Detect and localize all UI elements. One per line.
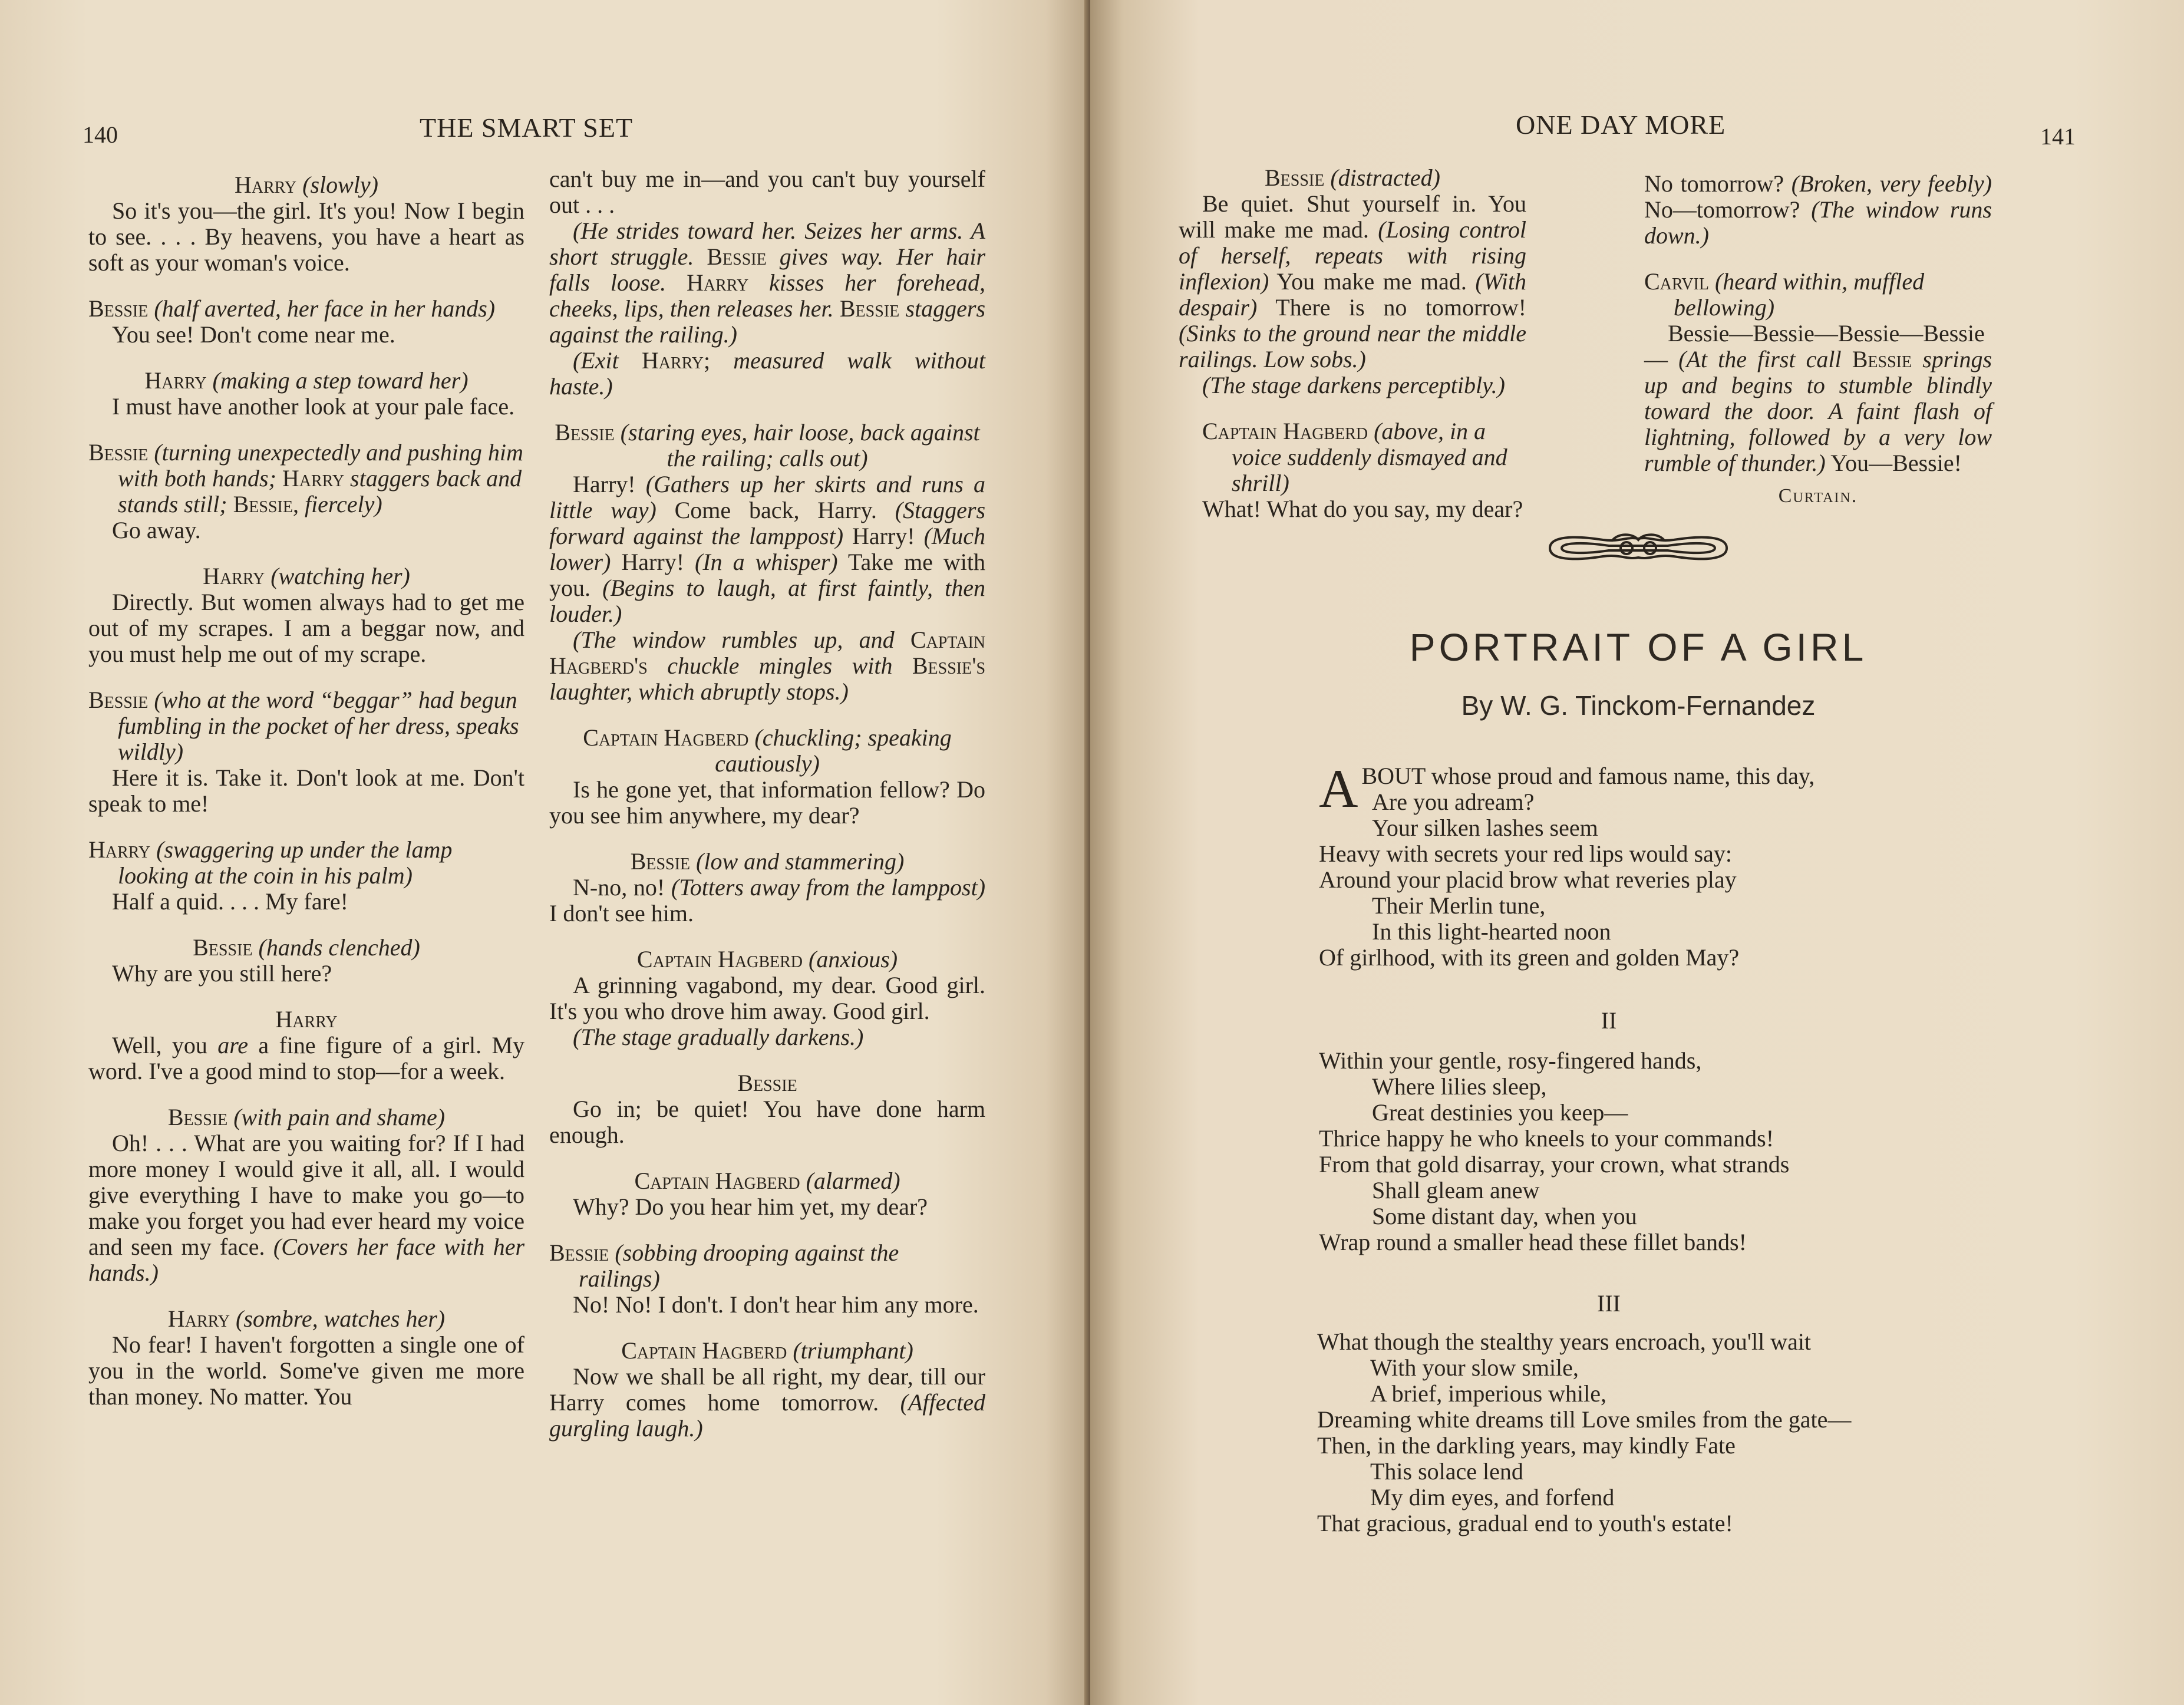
stage-direction: (With despair): [1179, 268, 1527, 321]
stage-direction-block: [549, 218, 985, 348]
dialogue: Directly. But women always had to get me out of my scrapes. I am a beggar now, and you must help me out of my scrape.: [88, 589, 524, 667]
speaker-line: [88, 687, 524, 765]
dialogue: Half a quid. . . . My fare!: [112, 888, 348, 915]
stage-direction-block: (The stage gradually darkens.): [573, 1024, 864, 1050]
stage-text: (The window rumbles up, and: [573, 626, 895, 653]
stage-text: gives way. Her hair falls loose.: [549, 243, 986, 296]
speaker-line: [549, 1338, 985, 1364]
stage-direction: (Broken, very feebly): [1791, 170, 1992, 197]
speaker-line: [1179, 418, 1526, 496]
dialogue-text: Be quiet. Shut yourself in. You will make me mad.: [1179, 190, 1526, 243]
poem-line: With your slow smile,: [1370, 1354, 1579, 1381]
poem-byline: By W. G. Tinckom-Fernandez: [1461, 690, 1816, 721]
stage-direction: (distracted): [1330, 164, 1440, 191]
speaker-line: [88, 368, 524, 394]
dialogue-text: Harry!: [573, 471, 636, 497]
right-column-1: [1179, 147, 1526, 522]
stage-text: staggers against the railing.): [549, 295, 986, 348]
speaker-line: [549, 947, 985, 972]
dialogue: [549, 875, 985, 926]
speaker-line: [88, 563, 524, 589]
poem-line: From that gold disarray, your crown, what strands: [1319, 1151, 1790, 1178]
dialogue: [88, 1033, 524, 1084]
stage-direction: (Losing control of herself, repeats with rising inflexion): [1179, 216, 1526, 295]
speaker-name: Harry: [167, 1305, 230, 1332]
speaker-line: [88, 1007, 524, 1033]
stage-direction: (hands clenched): [258, 934, 420, 961]
poem-line: Around your placid brow what reveries play: [1319, 866, 1737, 893]
dialogue: Go in; be quiet! You have done harm enough.: [549, 1096, 985, 1148]
speaker-name: Bessie: [88, 439, 149, 466]
stage-direction: (with pain and shame): [233, 1104, 446, 1130]
dialogue-text: No tomorrow?: [1644, 170, 1784, 197]
stage-direction: (Begins to laugh, at first faintly, then louder.): [549, 575, 986, 627]
dialogue-text: No—tomorrow?: [1644, 196, 1800, 223]
dialogue: No! No! I don't. I don't hear him any more.: [573, 1291, 979, 1318]
dialogue: [1644, 321, 1992, 476]
stage-direction: (slowly): [302, 172, 378, 198]
stage-direction: (anxious): [809, 946, 898, 972]
page-number-left: 140: [83, 121, 118, 148]
poem-line: This solace lend: [1370, 1458, 1523, 1485]
speaker-name: Captain Hagberd: [636, 946, 803, 972]
left-column-1: [88, 154, 524, 1410]
page-number-right: 141: [2040, 123, 2076, 150]
stage-direction: (Covers her face with her hands.): [88, 1234, 525, 1286]
stage-text: kisses her forehead, cheeks, lips, then releases her.: [549, 269, 986, 322]
stage-direction: (swaggering up under the lamp looking at the coin in his palm): [118, 836, 453, 889]
dialogue: I must have another look at your pale face.: [112, 393, 515, 420]
speaker-name: Bessie: [167, 1104, 228, 1130]
speaker-line: [549, 1168, 985, 1194]
dialogue-text: Harry!: [621, 549, 685, 575]
dialogue: Is he gone yet, that information fellow? Do you see him anywhere, my dear?: [549, 776, 985, 829]
speaker-name: Bessie's: [912, 652, 986, 679]
speaker-name: Bessie: [1852, 346, 1912, 372]
drop-cap: A: [1319, 758, 1358, 819]
dialogue-text: Bessie—Bessie—Bessie—Bessie—: [1644, 320, 1985, 372]
speaker-line: [88, 296, 524, 322]
dialogue: Go away.: [112, 517, 201, 543]
stage-direction: (alarmed): [806, 1168, 900, 1194]
speaker-name: Bessie: [193, 934, 253, 961]
poem-line: Their Merlin tune,: [1372, 892, 1546, 919]
speaker-line: [88, 1104, 524, 1130]
running-header-right: ONE DAY MORE: [1516, 110, 1726, 140]
stage-direction: (turning unexpectedly and pushing him with both hands;: [118, 439, 523, 492]
dialogue-text: You—Bessie!: [1830, 450, 1962, 476]
poem-line-text: BOUT whose proud and famous name, this day,: [1361, 763, 1815, 789]
stage-direction: (heard within, muffled bellowing): [1674, 268, 1925, 321]
speaker-name: Bessie: [630, 848, 691, 875]
dialogue: [88, 1130, 524, 1286]
speaker-name: Bessie,: [233, 491, 299, 517]
stage-direction: (At the first call: [1678, 346, 1842, 372]
speaker-line: [549, 849, 985, 875]
speaker-name: Harry: [687, 269, 749, 296]
speaker-name: Bessie: [555, 419, 615, 446]
stage-direction: (Totters away from the lamppost): [671, 874, 986, 901]
speaker-line: [88, 172, 524, 198]
right-column-2: [1644, 171, 1992, 509]
stage-text: (He strides toward her. Seizes her arms. A short struggle.: [549, 217, 985, 270]
dialogue: No fear! I haven't forgotten a single one of you in the world. Some've given me more than money. No matter. You: [88, 1331, 524, 1410]
ornament-divider: [1538, 525, 1738, 572]
stage-direction: (half averted, her face in her hands): [154, 295, 496, 322]
poem-line: Dreaming white dreams till Love smiles from the gate—: [1317, 1406, 1852, 1433]
dialogue: What! What do you say, my dear?: [1202, 496, 1523, 522]
stage-text: measured walk without haste.): [549, 347, 986, 400]
poem-stanza-3: [1317, 1329, 1965, 1536]
speaker-line: [88, 935, 524, 961]
stage-direction: (The window runs down.): [1644, 196, 1992, 249]
stage-direction: (sobbing drooping against the railings): [579, 1239, 899, 1292]
stage-direction-block: [549, 348, 985, 400]
stage-text: (Exit: [573, 347, 619, 374]
speaker-line: [549, 420, 985, 471]
poem-line: Then, in the darkling years, may kindly Fate: [1317, 1432, 1736, 1459]
dialogue: Here it is. Take it. Don't look at me. Don't speak to me!: [88, 764, 524, 817]
stanza-number: II: [1601, 1007, 1617, 1034]
stage-direction: (Sinks to the ground near the middle railings. Low sobs.): [1179, 320, 1526, 372]
dialogue-text: Well, you: [112, 1032, 207, 1058]
speaker-name: Bessie: [737, 1070, 797, 1096]
poem-line: Wrap round a smaller head these fillet bands!: [1319, 1229, 1747, 1255]
speaker-name: Bessie: [549, 1239, 609, 1266]
stage-direction: (Affected gurgling laugh.): [549, 1389, 986, 1442]
stage-direction: springs up and begins to stumble blindly toward the door. A faint flash of lightning, followed by a very low rumble of thunder.): [1644, 346, 1992, 476]
emphasis: are: [217, 1032, 249, 1058]
dialogue-text: Harry!: [852, 523, 915, 549]
stage-direction: (low and stammering): [696, 848, 905, 875]
dialogue: So it's you—the girl. It's you! Now I begin to see. . . . By heavens, you have a heart as soft as your woman's voice.: [88, 197, 524, 276]
dialogue: [549, 471, 985, 627]
speaker-line: [549, 725, 985, 777]
poem-line: Where lilies sleep,: [1372, 1073, 1547, 1100]
dialogue-text: a fine figure of a girl. My word. I've a good mind to stop—for a week.: [88, 1032, 525, 1084]
dialogue-text: N-no, no!: [573, 874, 665, 901]
poem-line: Shall gleam anew: [1372, 1177, 1540, 1203]
stage-direction: (In a whisper): [695, 549, 838, 575]
dialogue: You see! Don't come near me.: [112, 321, 395, 348]
speaker-line: [88, 1306, 524, 1332]
speaker-name: Bessie: [839, 295, 900, 322]
stage-direction: (above, in a voice suddenly dismayed and shrill): [1232, 418, 1507, 496]
speaker-name: Harry: [203, 563, 265, 589]
speaker-name: Carvil: [1644, 268, 1709, 295]
stage-direction: (triumphant): [793, 1337, 913, 1364]
dialogue: A grinning vagabond, my dear. Good girl. It's you who drove him away. Good girl.: [549, 972, 985, 1024]
speaker-name: Harry: [275, 1006, 338, 1033]
speaker-name: Bessie: [88, 295, 149, 322]
poem-line: Some distant day, when you: [1372, 1203, 1637, 1229]
stage-direction: (sombre, watches her): [236, 1305, 446, 1332]
poem-stanza-1: [1319, 758, 1967, 971]
poem-line: In this light-hearted noon: [1372, 918, 1611, 945]
dialogue-text: I don't see him.: [549, 900, 694, 926]
poem-line: Are you adream?: [1372, 789, 1535, 815]
poem-line: That gracious, gradual end to youth's estate!: [1317, 1510, 1733, 1536]
dialogue: [549, 1364, 985, 1442]
stage-direction: (Much lower): [549, 523, 986, 575]
dialogue-text: Oh! . . . What are you waiting for? If I had more money I would give it all, all. I would give everything I have to make you go—to make you forget you had ever heard my voice and seen my face.: [88, 1130, 524, 1260]
dialogue-text: Come back, Harry.: [674, 497, 877, 523]
curtain-label: Curtain.: [1778, 485, 1858, 507]
dialogue: can't buy me in—and you can't buy yourself out . . .: [549, 166, 985, 218]
speaker-line: [1644, 269, 1992, 321]
poem-line: What though the stealthy years encroach, you'll wait: [1317, 1328, 1812, 1355]
speaker-name: Bessie: [88, 687, 149, 713]
dialogue-text: There is no tomorrow!: [1275, 294, 1526, 321]
speaker-line: [88, 440, 524, 517]
stage-direction-block: (The stage darkens perceptibly.): [1202, 372, 1505, 398]
stage-direction: (staring eyes, hair loose, back against the railing; calls out): [620, 419, 980, 471]
running-header-left: THE SMART SET: [420, 113, 634, 143]
speaker-name: Harry: [144, 367, 207, 394]
speaker-name: Bessie: [707, 243, 767, 270]
stage-text: chuckle mingles with: [667, 652, 893, 679]
speaker-name: Captain Hagberd: [621, 1337, 787, 1364]
stage-text: laughter, which abruptly stops.): [549, 678, 849, 705]
speaker-line: [549, 1240, 985, 1292]
speaker-name: Harry: [88, 836, 151, 863]
stage-direction: fiercely): [304, 491, 382, 517]
speaker-line: [549, 1070, 985, 1096]
poem-title: PORTRAIT OF A GIRL: [1409, 625, 1868, 669]
stage-direction: (who at the word “beggar” had begun fumbling in the pocket of her dress, speaks wildly): [118, 687, 519, 765]
speaker-name: Captain Hagberd: [583, 724, 749, 751]
speaker-line: [1179, 165, 1526, 191]
poem-line: Great destinies you keep—: [1372, 1099, 1628, 1126]
poem-line: Within your gentle, rosy-fingered hands,: [1319, 1047, 1702, 1074]
speaker-name: Harry: [234, 172, 297, 198]
speaker-line: [88, 837, 524, 889]
left-page: [0, 0, 1089, 1705]
poem-line: Heavy with secrets your red lips would say:: [1319, 840, 1732, 867]
speaker-name: Captain Hagberd's: [549, 626, 986, 679]
dialogue: Why? Do you hear him yet, my dear?: [573, 1193, 928, 1220]
poem-line: A brief, imperious while,: [1370, 1380, 1607, 1407]
speaker-name: Harry;: [641, 347, 711, 374]
stage-direction: (watching her): [270, 563, 410, 589]
poem-stanza-2: [1319, 1048, 1967, 1255]
stage-direction: (chuckling; speaking cautiously): [715, 724, 952, 777]
dialogue: Why are you still here?: [112, 960, 332, 987]
dialogue-text: Take me with you.: [549, 549, 985, 601]
poem-line: Thrice happy he who kneels to your commands!: [1319, 1125, 1774, 1152]
stage-direction-block: [549, 627, 985, 705]
speaker-name: Harry: [282, 465, 345, 492]
stage-direction: (Gathers up her skirts and runs a little way): [549, 471, 986, 523]
right-page: [1090, 0, 2184, 1705]
speaker-name: Captain Hagberd: [1202, 418, 1368, 444]
dialogue: [1644, 171, 1992, 249]
stanza-number: III: [1597, 1290, 1621, 1317]
poem-line: Of girlhood, with its green and golden May?: [1319, 944, 1740, 971]
dialogue-text: You make me mad.: [1276, 268, 1467, 295]
stage-direction: (Staggers forward against the lamppost): [549, 497, 986, 549]
speaker-name: Bessie: [1265, 164, 1325, 191]
dialogue-text: Now we shall be all right, my dear, till our Harry comes home tomorrow.: [549, 1363, 985, 1416]
dialogue: [1179, 191, 1526, 372]
poem-line: Your silken lashes seem: [1372, 814, 1598, 841]
stage-direction: staggers back and stands still;: [118, 465, 522, 517]
left-column-2: [549, 166, 985, 1442]
stage-direction: (making a step toward her): [212, 367, 469, 394]
poem-line: My dim eyes, and forfend: [1370, 1484, 1615, 1511]
speaker-name: Captain Hagberd: [634, 1168, 800, 1194]
